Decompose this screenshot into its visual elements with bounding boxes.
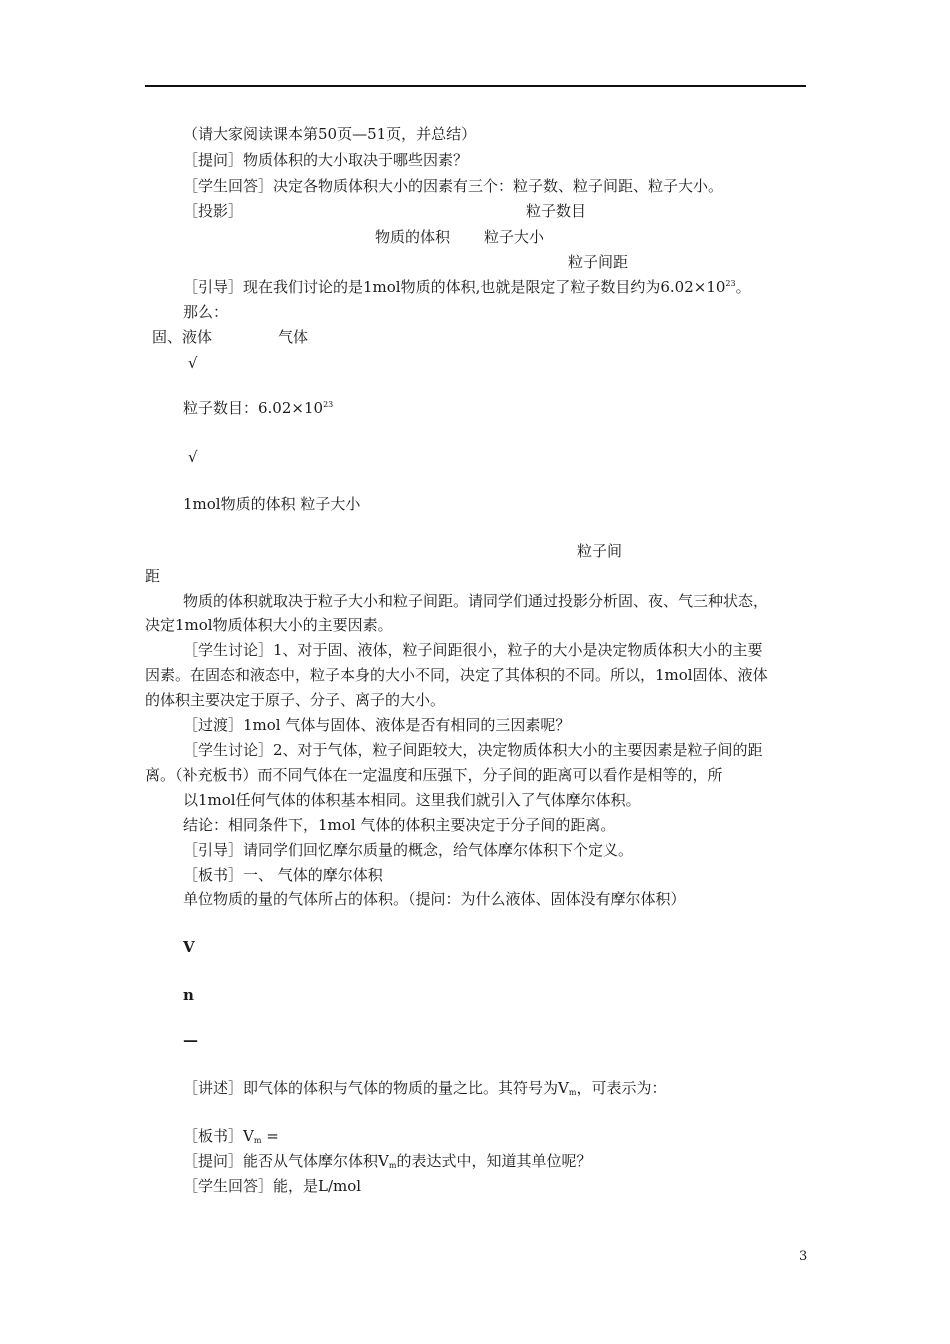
- text-line: ［投影］: [183, 202, 244, 220]
- text-line: ［提问］能否从气体摩尔体积$V_m$的表达式中，知道其单位呢？: [183, 1152, 592, 1170]
- check-mark: √: [188, 354, 198, 372]
- text-line: 离。（补充板书）而不同气体在一定温度和压强下，分子间的距离可以看作是相等的，所: [145, 766, 723, 784]
- header-rule: [145, 85, 806, 87]
- text-line: 单位物质的量的气体所占的体积。（提问：为什么液体、固体没有摩尔体积）: [183, 890, 686, 908]
- diagram-label: 粒子数目: [526, 202, 587, 220]
- text-line: ［引导］现在我们讨论的是1mol物质的体积,也就是限定了粒子数目约为$6.02\times 10^{23}$。: [183, 278, 751, 296]
- text-line: ［学生讨论］2、对于气体，粒子间距较大，决定物质体积大小的主要因素是粒子间的距: [183, 741, 763, 759]
- check-mark: √: [188, 448, 198, 466]
- table-label: 固、液体: [152, 328, 213, 346]
- text-line: ［学生回答］能，是L/mol: [183, 1177, 362, 1195]
- text-line: 物质的体积就取决于粒子大小和粒子间距。请同学们通过投影分析固、夜、气三种状态，: [183, 592, 769, 610]
- diagram-label: 粒子间距: [568, 253, 629, 271]
- text-line: ［讲述］即气体的体积与气体的物质的量之比。其符号为$V_m$，可表示为：: [183, 1079, 667, 1097]
- text-line: 粒子数目：$6.02\times 10^{23}$: [183, 399, 334, 417]
- page-number: 3: [799, 1249, 808, 1264]
- fraction-denominator: n: [183, 986, 194, 1004]
- text-line: 结论：相同条件下，1mol 气体的体积主要决定于分子间的距离。: [183, 816, 616, 834]
- text-line: ［板书$]V_m$ =: [183, 1127, 279, 1145]
- diagram-label: 粒子大小: [484, 228, 545, 246]
- text-line: ［引导］请同学们回忆摩尔质量的概念，给气体摩尔体积下个定义。: [183, 841, 634, 859]
- text-line: 粒子间: [577, 542, 623, 560]
- diagram-label: 物质的体积: [375, 228, 451, 246]
- text-line: 距: [145, 567, 161, 585]
- fraction-numerator: V: [183, 938, 195, 956]
- text-line: 因素。在固态和液态中，粒子本身的大小不同，决定了其体积的不同。所以，1mol固体、液体: [145, 666, 768, 684]
- text-line: 以1mol任何气体的体积基本相同。这里我们就引入了气体摩尔体积。: [183, 791, 641, 809]
- table-label: 气体: [278, 328, 309, 346]
- text-line: ［板书］一、 气体的摩尔体积: [183, 866, 383, 884]
- text-line: 1mol物质的体积 粒子大小: [183, 495, 361, 513]
- text-line: ［提问］物质体积的大小取决于哪些因素？: [183, 151, 469, 169]
- text-line: 决定1mol物质体积大小的主要因素。: [145, 616, 393, 634]
- fraction-bar: —: [183, 1031, 198, 1049]
- text-line: ［过渡］1mol 气体与固体、液体是否有相同的三因素呢？: [183, 716, 571, 734]
- text-line: 那么：: [183, 303, 229, 321]
- text-line: ［学生回答］决定各物质体积大小的因素有三个：粒子数、粒子间距、粒子大小。: [183, 177, 724, 195]
- text-line: 的体积主要决定于原子、分子、离子的大小。: [145, 691, 446, 709]
- text-line: ［学生讨论］1、对于固、液体，粒子间距很小，粒子的大小是决定物质体积大小的主要: [183, 641, 763, 659]
- text-line: （请大家阅读课本第50页—51页，并总结）: [183, 125, 477, 143]
